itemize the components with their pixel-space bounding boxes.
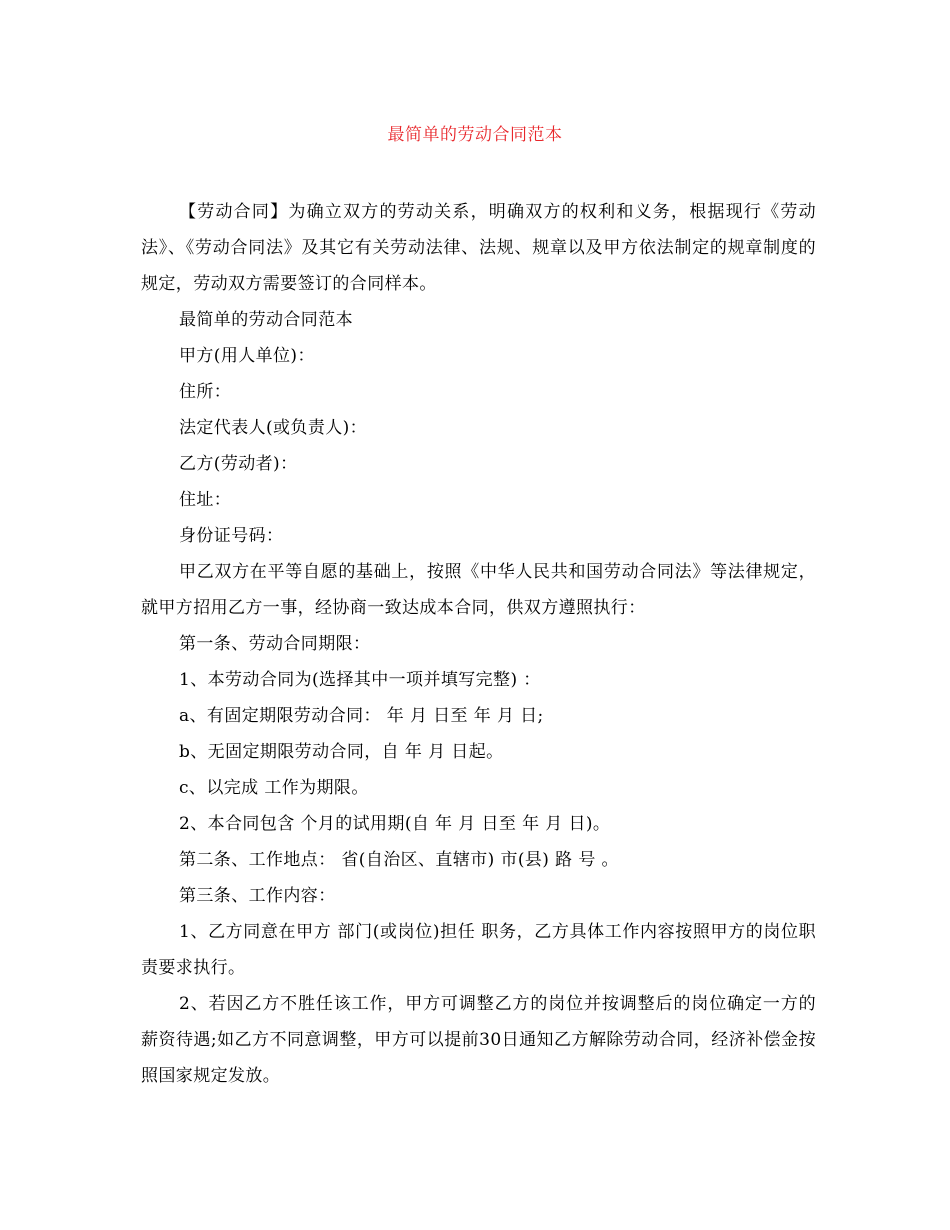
contract-heading: 最简单的劳动合同范本 [179, 310, 353, 330]
article-1-option-a: a、有固定期限劳动合同： 年 月 日至 年 月 日; [179, 706, 544, 726]
article-1-item-1: 1、本劳动合同为(选择其中一项并填写完整) ： [179, 670, 541, 690]
article-3-item-1: 1、乙方同意在甲方 部门(或岗位)担任 职务，乙方具体工作内容按照甲方的岗位职责要求执行。 [141, 922, 816, 978]
party-b-field: 乙方(劳动者)： [179, 454, 298, 474]
legal-representative-field: 法定代表人(或负责人)： [179, 418, 368, 438]
agreement-paragraph: 甲乙双方在平等自愿的基础上，按照《中华人民共和国劳动合同法》等法律规定，就甲方招用乙方一事，经协商一致达成本合同，供双方遵照执行： [141, 562, 816, 618]
article-1-option-c: c、以完成 工作为期限。 [179, 778, 369, 798]
article-3-item-2: 2、若因乙方不胜任该工作，甲方可调整乙方的岗位并按调整后的岗位确定一方的薪资待遇;如乙方不同意调整，甲方可以提前30日通知乙方解除劳动合同，经济补偿金按照国家规定发放。 [141, 994, 816, 1086]
article-1-option-b: b、无固定期限劳动合同，自 年 月 日起。 [179, 742, 504, 762]
party-a-field: 甲方(用人单位)： [179, 346, 315, 366]
article-2-heading: 第二条、工作地点： 省(自治区、直辖市) 市(县) 路 号 。 [179, 850, 619, 870]
intro-paragraph: 【劳动合同】为确立双方的劳动关系，明确双方的权利和义务，根据现行《劳动法》、《劳动合同法》及其它有关劳动法律、法规、规章以及甲方依法制定的规章制度的规定，劳动双方需要签订的合同样本。 [141, 202, 816, 294]
document-body [141, 194, 816, 1094]
article-1-item-2: 2、本合同包含 个月的试用期(自 年 月 日至 年 月 日)。 [179, 814, 611, 834]
party-a-address-field: 住所： [179, 382, 232, 402]
id-number-field: 身份证号码： [179, 526, 284, 546]
document-title: 最简单的劳动合同范本 [387, 125, 563, 145]
article-3-heading: 第三条、工作内容： [179, 886, 336, 906]
party-b-address-field: 住址： [179, 490, 232, 510]
article-1-heading: 第一条、劳动合同期限： [179, 634, 371, 654]
